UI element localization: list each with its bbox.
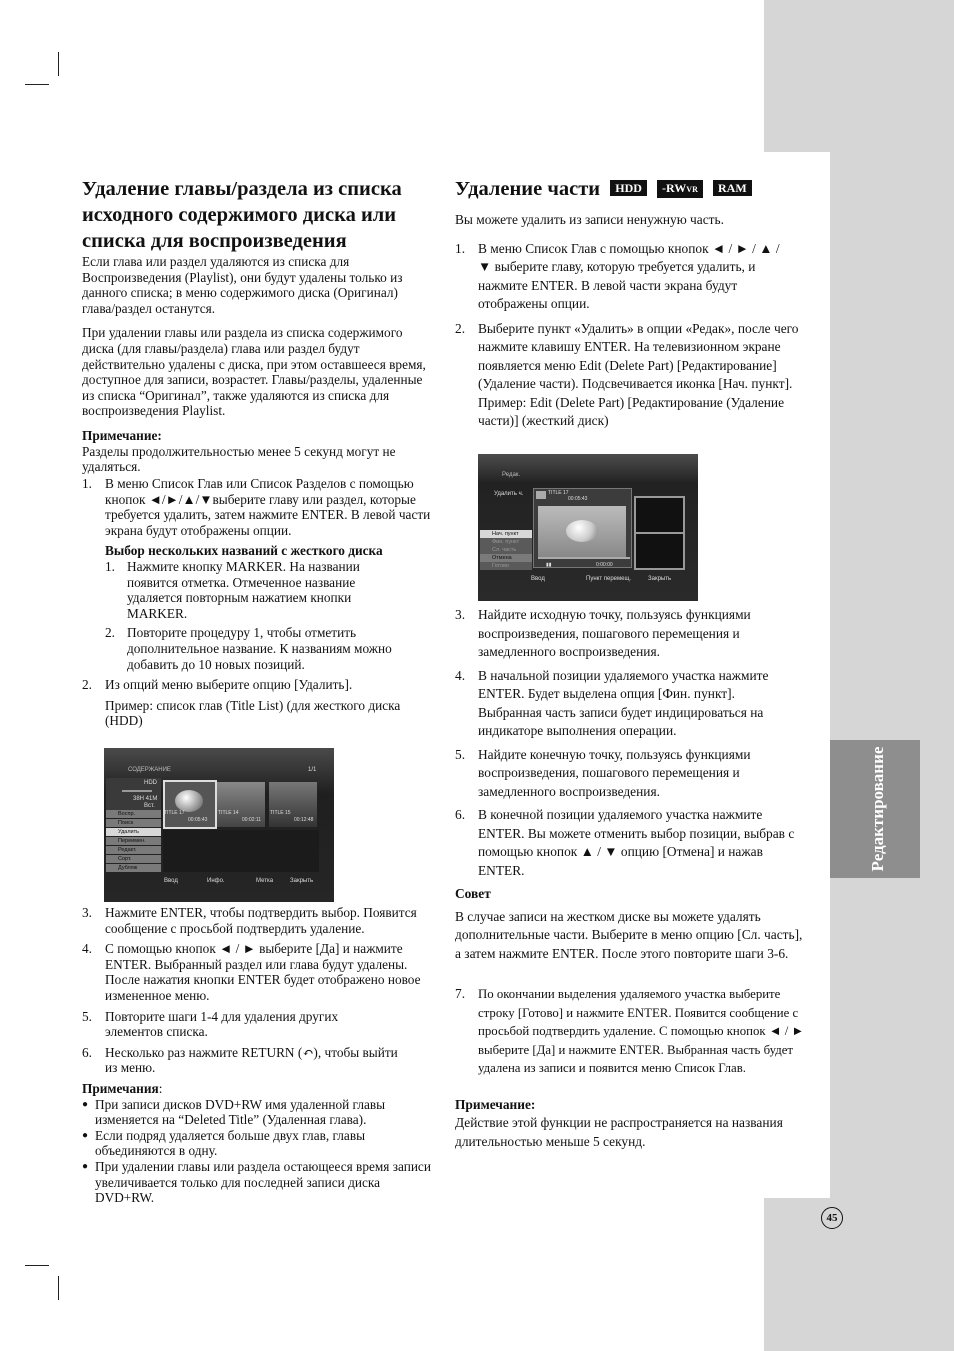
right-heading-text: Удаление части (455, 178, 601, 200)
thumb-title: TITLE 15 (270, 810, 291, 816)
bullet: ● (82, 1129, 89, 1141)
section-tab-label: Редактирование (868, 746, 887, 872)
left-steps-2 (82, 905, 434, 1206)
left-column (82, 254, 434, 475)
left-steps (82, 476, 434, 729)
clip-icon (536, 491, 546, 499)
step-text: В меню Список Глав или Список Разделов с помощью кнопок ◄/►/▲/▼выберите главу или раздел, которые требуется удалить, затем нажмите ENTER. В левой части экрана будут отображены опции. (105, 476, 431, 538)
substep-number: 1. (105, 558, 115, 574)
footer-marker: Метка (256, 878, 274, 884)
step-text: Нажмите ENTER, чтобы подтвердить выбор. Появится сообщение с просьбой подтвердить удаление. (105, 905, 417, 936)
crop-mark (58, 1276, 59, 1300)
left-heading: Удаление главы/раздела из списка исходного содержимого диска или списка для воспроизведения (82, 178, 402, 252)
preview-window (533, 488, 632, 568)
tip-text: В случае записи на жестком диске вы можете удалять дополнительные части. Выберите в меню опцию [Сл. часть], а затем нажмите ENTER. После этого повторите шаги 3-6. (455, 908, 803, 961)
clip-time: 00:05:43 (568, 496, 588, 502)
example-text: Пример: список глав (Title List) (для жесткого диска (HDD) (105, 697, 401, 729)
menu-item-edit[interactable]: Редакт. (106, 846, 161, 854)
menu-item-start-point[interactable]: Нач. пункт (480, 530, 532, 538)
capacity-bar (122, 790, 152, 792)
menu-item-delete[interactable]: Удалить (106, 828, 161, 836)
video-frame (538, 506, 626, 558)
note-text: Разделы продолжительностью менее 5 секунд могут не удаляться. (82, 443, 396, 475)
badge-hdd: HDD (610, 180, 647, 196)
crop-mark (25, 84, 49, 85)
badge-ram: RAM (713, 180, 752, 196)
substep-text: Повторите процедуру 1, чтобы отметить дополнительное название. К названиям можно добавить до 10 новых позиций. (127, 625, 392, 672)
badge-vr-text: VR (686, 185, 698, 194)
note-text: Действие этой функции не распространяется на названия длительностью меньше 5 секунд. (455, 1115, 783, 1149)
bullet: ● (82, 1098, 89, 1110)
menu-item-cancel[interactable]: Отмена (480, 554, 532, 562)
step-number: 2. (82, 677, 92, 693)
footer-close: Закрыть (648, 576, 672, 582)
disc-type: HDD (144, 780, 157, 786)
paragraph: При удалении главы или раздела из списка содержимого диска (для главы/раздела) глава или раздел будут действительно удалены с диска, при этом оставшееся время, доступное для записи, возрастет. Главы/разделы, удаленные из списка “Оригинал”, также удаляются из списка для воспроизведения Playlist. (82, 325, 426, 419)
note-item: При записи дисков DVD+RW имя удаленной главы изменяется на “Deleted Title” (Удаленная глава). (95, 1096, 386, 1128)
edit-delete-part-screenshot (478, 454, 698, 601)
step-number: 6. (455, 807, 466, 822)
step-text: Несколько раз нажмите RETURN (↶), чтобы выйти из меню. (105, 1044, 398, 1076)
thumbnail-image (175, 790, 203, 812)
notes-heading: Примечания (82, 1080, 159, 1096)
free-space-label: Вст. (144, 803, 155, 809)
intro-text: Вы можете удалить из записи ненужную часть. (455, 212, 724, 227)
thumb-title: TITLE 17 (164, 810, 185, 816)
step-number: 4. (82, 941, 92, 957)
right-column-2 (455, 606, 805, 1151)
substep-number: 2. (105, 625, 115, 641)
thumb-title: TITLE 14 (218, 810, 239, 816)
step-text: Из опций меню выберите опцию [Удалить]. (105, 677, 353, 693)
substep-text: Нажмите кнопку MARKER. На названии появится отметка. Отмеченное название удаляется повторным нажатием кнопки MARKER. (127, 558, 360, 621)
notes-colon: : (158, 1080, 163, 1096)
frame-object (566, 520, 598, 542)
menu-item-sort[interactable]: Сорт. (106, 855, 161, 863)
step-number: 7. (455, 986, 466, 1001)
thumb-time: 00:12:48 (294, 817, 314, 823)
badge-rw (657, 180, 703, 198)
right-column (455, 211, 805, 431)
empty-thumbnails (163, 830, 319, 872)
note-item: При удалении главы или раздела остающееся время записи увеличивается только для последней записи диска DVD+RW. (95, 1158, 431, 1206)
menu-item-search[interactable]: Поиск (106, 819, 161, 827)
step-number: 3. (82, 905, 92, 920)
end-point-thumbnail (634, 532, 685, 570)
note-heading: Примечание: (82, 427, 162, 443)
menu-item-end-point[interactable]: Фин. пункт (480, 538, 532, 546)
subheading: Выбор нескольких названий с жесткого диска (105, 543, 383, 559)
step-text: В начальной позиции удаляемого участка нажмите ENTER. Будет выделена опция [Фин. пункт]. Выбранная часть записи будет индицироваться на индикаторе выполнения операции. (478, 667, 769, 738)
step-number: 1. (455, 240, 466, 256)
play-pause-icon: ▮▮ (546, 562, 552, 568)
footer-enter: Ввод (164, 878, 178, 884)
step-text: Выберите пункт «Удалить» в опции «Редак», после чего нажмите клавишу ENTER. На телевизионном экране появляется меню Edit (Delete Part) [Редактирование] (Удаление части). Подсвечивается иконка [Нач. пункт]. Пример: Edit (Delete Part) [Редактирование (Удаление части)] (жесткий диск) (478, 320, 799, 428)
step-text: Найдите конечную точку, пользуясь функциями воспроизведения, пошагового перемещения и замедленного воспроизведения. (478, 746, 751, 799)
start-point-thumbnail (634, 496, 685, 534)
clip-title: TITLE 17 (548, 490, 569, 496)
menu-item-dub[interactable]: Дубляж (106, 864, 161, 872)
bullet: ● (82, 1160, 89, 1172)
menu-item-play[interactable]: Воспр. (106, 810, 161, 818)
note-item: Если подряд удаляется больше двух глав, главы объединяются в одну. (95, 1127, 366, 1159)
disc-info-panel (106, 778, 161, 813)
crop-mark (25, 1265, 49, 1266)
step-text: По окончании выделения удаляемого участка выберите строку [Готово] и нажмите ENTER. Появится сообщение с просьбой подтвердить удаление. С помощью кнопок ◄ / ► выберите [Да] и нажмите ENTER. Выбранная часть будет удалена из записи и появится меню Список Глав. (478, 987, 805, 1075)
step-text: С помощью кнопок ◄ / ► выберите [Да] и нажмите ENTER. Выбранный раздел или глава будут удалены. После нажатия кнопки ENTER будет отображено новое измененное меню. (105, 941, 421, 1003)
step-text: В меню Список Глав с помощью кнопок ◄ / ► / ▲ / ▼ выберите главу, которую требуется удалить, и нажмите ENTER. В левой части экрана будут отображены опции. (478, 240, 780, 311)
badge-rw-text: -RW (662, 181, 687, 195)
thumb-time: 00:02:11 (242, 817, 262, 823)
note-heading: Примечание: (455, 1096, 536, 1112)
crop-mark (58, 52, 59, 76)
position-counter: 0:00:00 (596, 562, 613, 568)
tip-heading: Совет (455, 886, 491, 901)
footer-info: Инфо. (207, 878, 225, 884)
osd-subtitle: Удалить ч. (494, 491, 524, 497)
footer-enter: Ввод (531, 576, 545, 582)
title-list-screenshot (104, 748, 334, 902)
menu-item-next-part[interactable]: Сл. часть (480, 546, 532, 554)
osd-title: СОДЕРЖАНИЕ (128, 767, 171, 773)
right-heading (455, 176, 795, 202)
thumb-time: 00:05:43 (188, 817, 208, 823)
paragraph: Если глава или раздел удаляются из списка для Воспроизведения (Playlist), они будут удалены только из данного списка; в меню содержимого диска (Оригинал) глава/раздел останутся. (82, 254, 403, 316)
progress-bar (538, 557, 630, 559)
step-text: В конечной позиции удаляемого участка нажмите ENTER. Вы можете отменить выбор позиции, выбрав с помощью кнопок ▲ / ▼ опцию [Отмена] и нажав ENTER. (478, 807, 795, 878)
step-number: 3. (455, 607, 466, 622)
step-number: 4. (455, 667, 466, 683)
menu-item-done[interactable]: Готово (480, 562, 532, 570)
step-text: Повторите шаги 1-4 для удаления других элементов списка. (105, 1008, 339, 1040)
menu-item-rename[interactable]: Переимен. (106, 837, 161, 845)
footer-close: Закрыть (290, 878, 314, 884)
free-space: 38Н 41М (133, 796, 158, 802)
step-number: 2. (455, 320, 466, 336)
osd-page: 1/1 (308, 767, 317, 773)
step-text: Найдите исходную точку, пользуясь функциями воспроизведения, пошагового перемещения и замедленного воспроизведения. (478, 607, 751, 659)
osd-title: Редак. (502, 472, 521, 478)
step-number: 5. (82, 1008, 92, 1024)
footer-move-point: Пункт перемещ. (586, 576, 632, 582)
section-tab (830, 740, 920, 878)
step-number: 1. (82, 476, 92, 491)
step-number: 5. (455, 746, 466, 762)
step-number: 6. (82, 1044, 92, 1060)
page-number: 45 (821, 1207, 843, 1229)
